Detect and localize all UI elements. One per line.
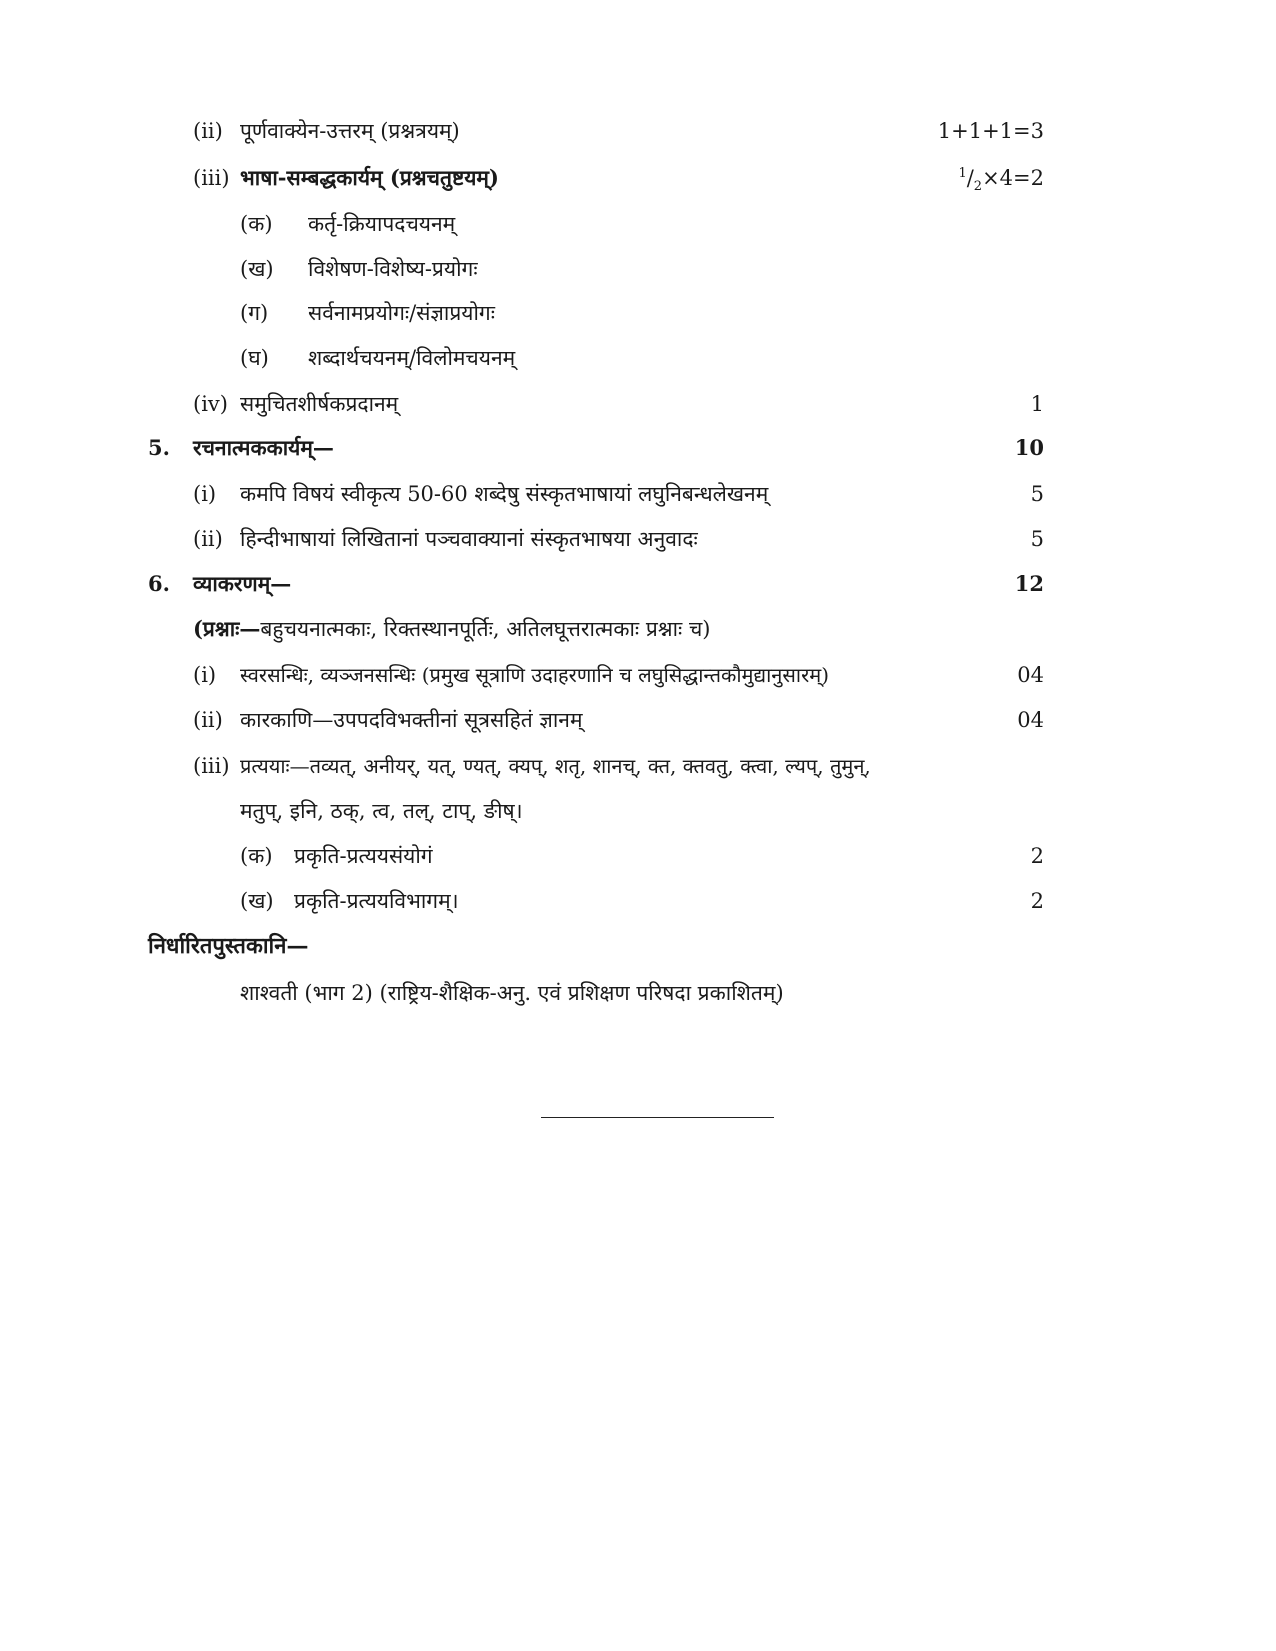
subitem-prakriti-ka xyxy=(0,836,1276,876)
section-title: रचनात्मककार्यम्— xyxy=(193,435,334,460)
section-marks: 12 xyxy=(1014,571,1044,596)
section-title: व्याकरणम्— xyxy=(193,571,292,596)
prescribed-heading xyxy=(0,926,1276,966)
section-5-heading xyxy=(0,428,1276,468)
sub-text: प्रकृति-प्रत्ययविभागम्। xyxy=(294,889,459,913)
sub-label: (क) xyxy=(240,212,273,236)
note-text xyxy=(193,609,711,649)
subitem-prakriti-kha xyxy=(0,881,1276,921)
item-marks: $^1/_2\times 4=2$ xyxy=(958,166,1044,195)
section-marks: 10 xyxy=(1014,435,1044,460)
sub-label: (ग) xyxy=(240,301,269,325)
section-6-item-iii-cont xyxy=(0,791,1276,831)
subitem-ga xyxy=(0,293,1276,333)
roman-label: (ii) xyxy=(193,527,223,551)
end-divider xyxy=(541,1117,774,1118)
roman-label: (iv) xyxy=(193,392,228,416)
sub-text: कर्तृ-क्रियापदचयनम् xyxy=(308,212,456,236)
sub-text: विशेषण-विशेष्य-प्रयोगः xyxy=(308,257,478,281)
sub-label: (ख) xyxy=(240,889,274,913)
item-text: कारकाणि—उपपदविभक्तीनां सूत्रसहितं ज्ञानम् xyxy=(240,708,583,732)
item-text: पूर्णवाक्येन-उत्तरम् (प्रश्नत्रयम्) xyxy=(240,119,460,143)
roman-label: (ii) xyxy=(193,119,223,143)
prescribed-title: निर्धारितपुस्तकानि— xyxy=(148,933,309,959)
roman-label: (i) xyxy=(193,482,217,506)
item-marks: 1+1+1=3 xyxy=(937,119,1044,143)
item-marks: 5 xyxy=(1030,527,1044,551)
fraction-numerator: 1 xyxy=(958,166,967,181)
subitem-kha xyxy=(0,249,1276,289)
item-text: कमपि विषयं स्वीकृत्य 50-60 शब्देषु संस्कृतभाषायां लघुनिबन्धलेखनम् xyxy=(240,482,769,506)
sub-text: प्रकृति-प्रत्ययसंयोगं xyxy=(294,844,433,868)
section-5-item-ii xyxy=(0,519,1276,559)
item-marks: 2 xyxy=(1030,889,1044,913)
section-6-item-ii xyxy=(0,700,1276,740)
item-ii-purna xyxy=(0,111,1276,151)
sub-text: शब्दार्थचयनम्/विलोमचयनम् xyxy=(308,346,516,370)
item-text: समुचितशीर्षकप्रदानम् xyxy=(240,392,399,416)
item-text: हिन्दीभाषायां लिखितानां पञ्चवाक्यानां संस्कृतभाषया अनुवादः xyxy=(240,527,698,551)
sub-label: (क) xyxy=(240,844,273,868)
section-number: 6. xyxy=(148,571,170,596)
roman-label: (ii) xyxy=(193,708,223,732)
item-iv-shirshak xyxy=(0,384,1276,424)
pratyaya-line-1: प्रत्ययाः—तव्यत्, अनीयर्, यत्, ण्यत्, क्यप्, शतृ, शानच्, क्त, क्तवतु, क्त्वा, ल्यप्, तुमुन्, xyxy=(240,754,871,778)
section-6-item-i xyxy=(0,655,1276,695)
item-text: भाषा-सम्बद्धकार्यम् (प्रश्नचतुष्टयम्) xyxy=(240,165,499,190)
item-iii-bhasha xyxy=(0,158,1276,198)
subitem-ka xyxy=(0,204,1276,244)
book-text: शाश्वती (भाग 2) (राष्ट्रिय-शैक्षिक-अनु. एवं प्रशिक्षण परिषदा प्रकाशितम्) xyxy=(240,981,784,1005)
item-marks: 1 xyxy=(1030,392,1044,416)
roman-label: (iii) xyxy=(193,754,230,778)
sub-label: (ख) xyxy=(240,257,274,281)
marks-rest: ×4=2 xyxy=(982,166,1044,190)
subitem-gha xyxy=(0,338,1276,378)
roman-label: (iii) xyxy=(193,166,230,190)
item-marks: 5 xyxy=(1030,482,1044,506)
sub-label: (घ) xyxy=(240,346,269,370)
item-marks: 04 xyxy=(1017,708,1044,732)
fraction-denominator: 2 xyxy=(973,179,983,195)
section-number: 5. xyxy=(148,435,170,460)
prescribed-book xyxy=(0,973,1276,1013)
section-5-item-i xyxy=(0,474,1276,514)
item-marks: 2 xyxy=(1030,844,1044,868)
section-6-note xyxy=(0,609,1276,649)
sub-text: सर्वनामप्रयोगः/संज्ञाप्रयोगः xyxy=(308,301,495,325)
pratyaya-line-2: मतुप्, इनि, ठक्, त्व, तल्, टाप्, ङीष्। xyxy=(240,799,523,823)
section-6-item-iii xyxy=(0,746,1276,786)
note-rest: बहुचयनात्मकाः, रिक्तस्थानपूर्तिः, अतिलघूत्तरात्मकाः प्रश्नाः च) xyxy=(260,617,711,641)
roman-label: (i) xyxy=(193,663,217,687)
item-marks: 04 xyxy=(1017,663,1044,687)
item-text: स्वरसन्धिः, व्यञ्जनसन्धिः (प्रमुख सूत्राणि उदाहरणानि च लघुसिद्धान्तकौमुद्यानुसारम्) xyxy=(240,663,830,687)
note-bold: (प्रश्नाः— xyxy=(193,616,261,641)
section-6-heading xyxy=(0,564,1276,604)
